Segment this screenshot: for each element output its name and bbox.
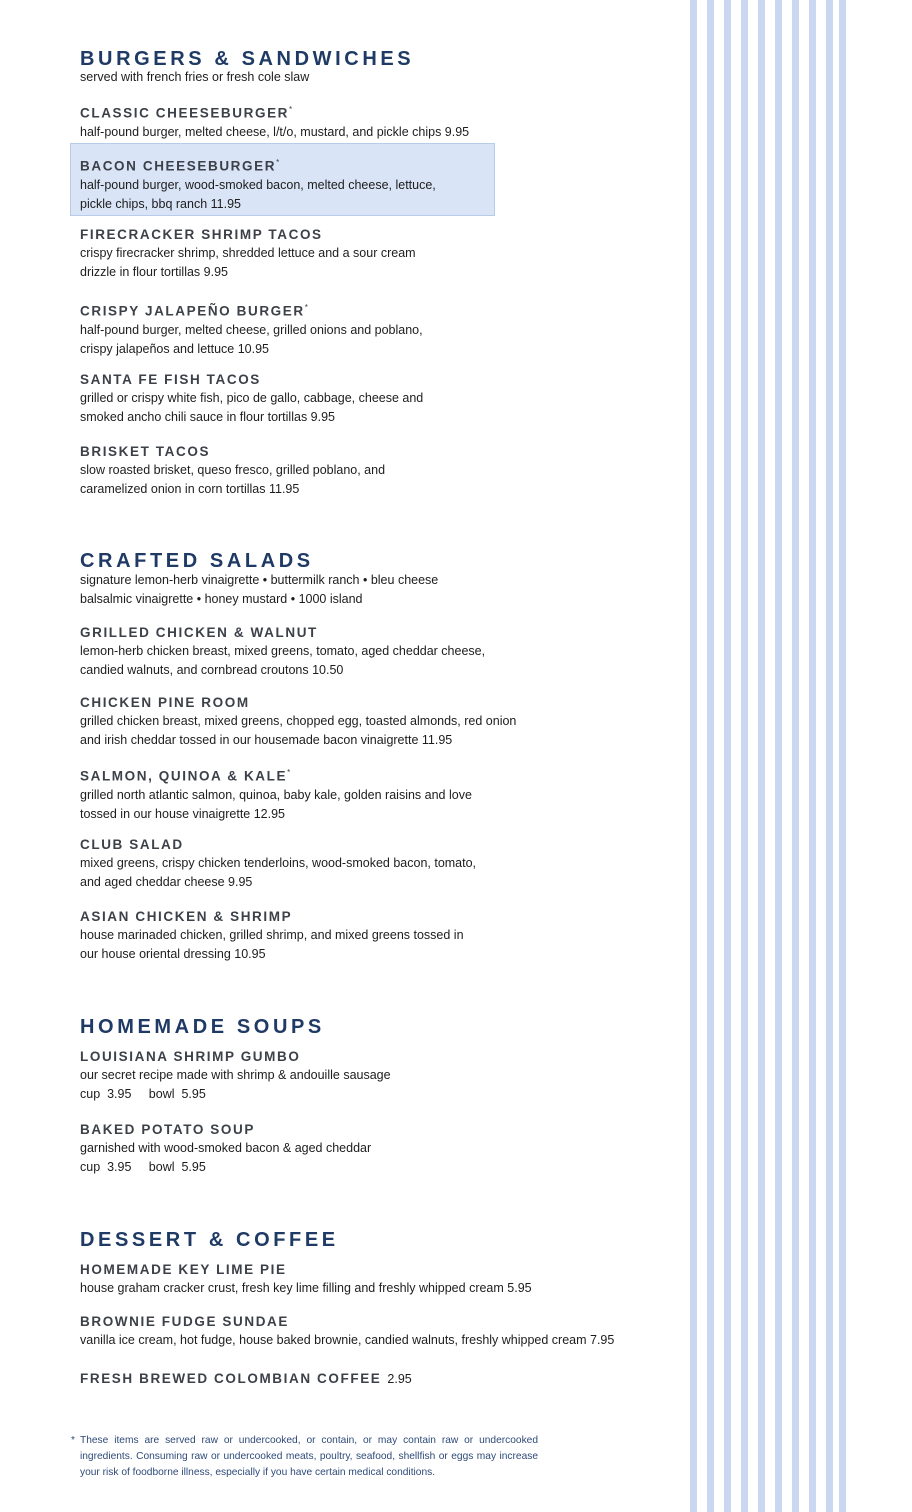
section-title-dessert: DESSERT & COFFEE — [80, 1229, 339, 1251]
section-subtitle-salads: signature lemon-herb vinaigrette • buttermilk ranch • bleu cheese — [80, 573, 439, 587]
item-description: half-pound burger, wood-smoked bacon, melted cheese, lettuce, — [80, 177, 436, 192]
stripe — [690, 0, 697, 1512]
item-description: half-pound burger, melted cheese, grilled onions and poblano, — [80, 322, 423, 337]
item-description: vanilla ice cream, hot fudge, house baked brownie, candied walnuts, freshly whipped cream 7.95 — [80, 1333, 615, 1347]
item-price: cup 3.95 bowl 5.95 — [80, 1087, 206, 1101]
stripe — [792, 0, 799, 1512]
menu-item[interactable] — [80, 154, 680, 214]
stripe — [775, 0, 782, 1512]
item-description: candied walnuts, and cornbread croutons 10.50 — [80, 663, 344, 677]
item-description: half-pound burger, melted cheese, l/t/o, mustard, and pickle chips 9.95 — [80, 124, 470, 139]
item-description: grilled chicken breast, mixed greens, chopped egg, toasted almonds, red onion — [80, 714, 517, 728]
stripe — [809, 0, 816, 1512]
menu-item[interactable] — [80, 624, 680, 680]
item-description: smoked ancho chili sauce in flour tortillas 9.95 — [80, 410, 335, 424]
item-name: CHICKEN PINE ROOM — [80, 695, 250, 710]
item-description: pickle chips, bbq ranch 11.95 — [80, 196, 241, 211]
item-description: lemon-herb chicken breast, mixed greens, tomato, aged cheddar cheese, — [80, 644, 486, 658]
decorative-stripes — [690, 0, 850, 1512]
menu-item[interactable] — [80, 371, 680, 427]
item-description: drizzle in flour tortillas 9.95 — [80, 265, 228, 279]
menu-item[interactable] — [80, 764, 680, 824]
menu-item[interactable] — [80, 1048, 680, 1104]
menu-item[interactable] — [80, 694, 680, 750]
stripe — [741, 0, 748, 1512]
item-name: FIRECRACKER SHRIMP TACOS — [80, 227, 323, 242]
item-description: grilled north atlantic salmon, quinoa, baby kale, golden raisins and love — [80, 787, 472, 802]
menu-item[interactable] — [80, 226, 680, 282]
item-price: 2.95 — [387, 1372, 412, 1386]
item-description: tossed in our house vinaigrette 12.95 — [80, 806, 285, 821]
menu-item[interactable] — [80, 1261, 680, 1298]
section-subtitle-burgers: served with french fries or fresh cole slaw — [80, 70, 310, 84]
item-name: ASIAN CHICKEN & SHRIMP — [80, 909, 293, 924]
item-name: CRISPY JALAPEÑO BURGER* — [80, 303, 308, 319]
item-name: FRESH BREWED COLOMBIAN COFFEE 2.95 — [80, 1371, 412, 1386]
item-name: CLASSIC CHEESEBURGER* — [80, 105, 293, 121]
item-description: slow roasted brisket, queso fresco, grilled poblano, and — [80, 463, 386, 477]
stripe — [839, 0, 846, 1512]
item-name: BRISKET TACOS — [80, 444, 211, 459]
item-description: garnished with wood-smoked bacon & aged cheddar — [80, 1141, 372, 1155]
item-description: and irish cheddar tossed in our housemade bacon vinaigrette 11.95 — [80, 733, 453, 747]
item-description: mixed greens, crispy chicken tenderloins, wood-smoked bacon, tomato, — [80, 856, 477, 870]
item-name: SANTA FE FISH TACOS — [80, 372, 261, 387]
menu-item[interactable] — [80, 101, 680, 142]
menu-item[interactable] — [80, 443, 680, 499]
disclaimer — [71, 1433, 538, 1481]
item-name: SALMON, QUINOA & KALE* — [80, 768, 291, 784]
item-description: crispy jalapeños and lettuce 10.95 — [80, 341, 270, 356]
item-price: cup 3.95 bowl 5.95 — [80, 1160, 206, 1174]
item-description: crispy firecracker shrimp, shredded lettuce and a sour cream — [80, 246, 416, 260]
item-name: CLUB SALAD — [80, 837, 184, 852]
item-name: LOUISIANA SHRIMP GUMBO — [80, 1049, 301, 1064]
section-title-soups: HOMEMADE SOUPS — [80, 1016, 325, 1038]
disclaimer-mark: * — [71, 1435, 75, 1446]
item-name: BACON CHEESEBURGER* — [80, 158, 280, 174]
menu-item[interactable] — [80, 1370, 680, 1388]
menu-item[interactable] — [80, 908, 680, 964]
stripe — [707, 0, 714, 1512]
item-name: HOMEMADE KEY LIME PIE — [80, 1262, 287, 1277]
stripe — [724, 0, 731, 1512]
item-description: house graham cracker crust, fresh key lime filling and freshly whipped cream 5.95 — [80, 1281, 532, 1295]
item-description: caramelized onion in corn tortillas 11.95 — [80, 482, 300, 496]
item-description: our secret recipe made with shrimp & andouille sausage — [80, 1068, 391, 1082]
section-subtitle-salads: balsalmic vinaigrette • honey mustard • 1000 island — [80, 592, 363, 606]
menu-item[interactable] — [80, 1313, 680, 1350]
item-description: house marinaded chicken, grilled shrimp, and mixed greens tossed in — [80, 928, 464, 942]
item-description: and aged cheddar cheese 9.95 — [80, 875, 253, 889]
stripe — [826, 0, 833, 1512]
item-description: our house oriental dressing 10.95 — [80, 947, 266, 961]
item-name: GRILLED CHICKEN & WALNUT — [80, 625, 318, 640]
menu-item[interactable] — [80, 1121, 680, 1177]
section-title-salads: CRAFTED SALADS — [80, 550, 314, 572]
item-name: BAKED POTATO SOUP — [80, 1122, 255, 1137]
item-name: BROWNIE FUDGE SUNDAE — [80, 1314, 290, 1329]
stripe — [758, 0, 765, 1512]
menu-item[interactable] — [80, 299, 680, 359]
menu-item[interactable] — [80, 836, 680, 892]
disclaimer-text: These items are served raw or undercooked, or contain, or may contain raw or undercooked ingredients. Consuming raw or undercooked meats, poultry, seafood, shellfish or eggs may increase your risk of foodborne illness, especially if you have certain medical conditions. — [80, 1435, 538, 1478]
section-title-burgers: BURGERS & SANDWICHES — [80, 48, 415, 70]
item-description: grilled or crispy white fish, pico de gallo, cabbage, cheese and — [80, 391, 424, 405]
